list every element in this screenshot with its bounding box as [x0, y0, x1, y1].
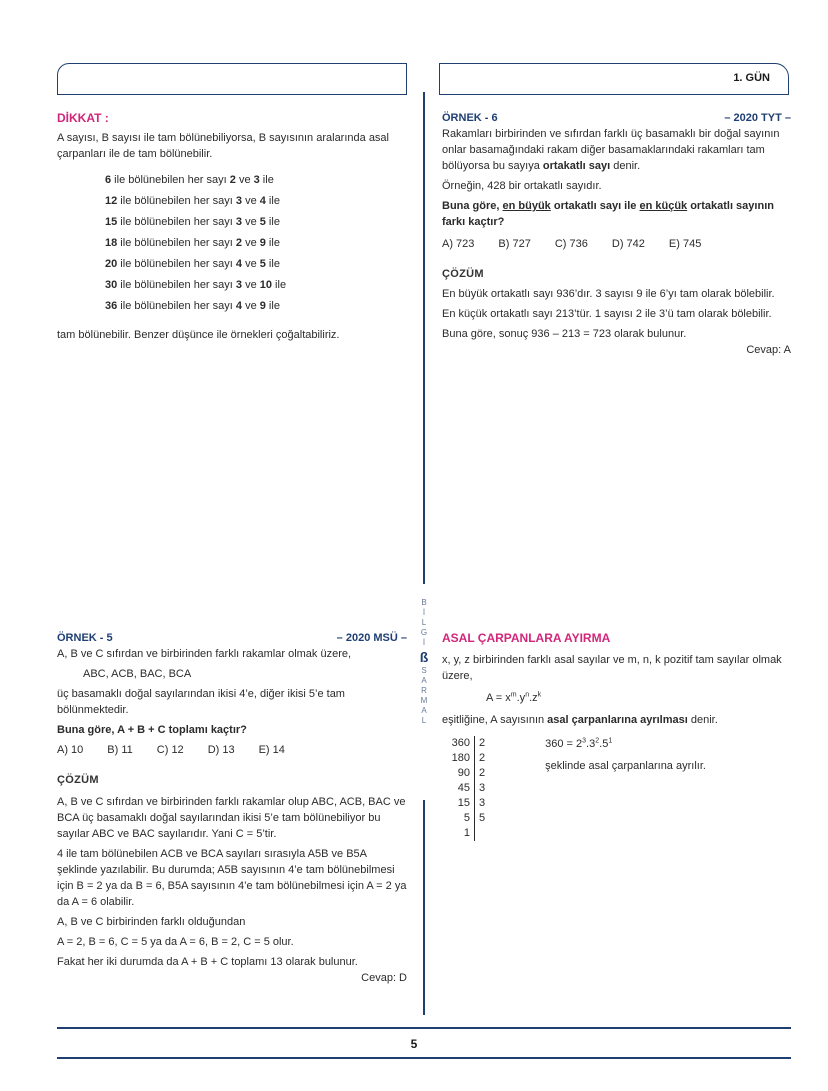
rule-list: [105, 170, 407, 317]
asal-result: $360 = 2^3.3^2.5^1$: [545, 737, 613, 750]
ornek6-solution-2: En küçük ortakatlı sayı 213’tür. 1 sayısı 2 ile 3’ü tam olarak bölebilir.: [442, 308, 772, 320]
option-b: B) 727: [498, 238, 531, 250]
ornek6-paragraph-2: Örneğin, 428 bir ortakatlı sayıdır.: [442, 180, 602, 192]
asal-result-text: şeklinde asal çarpanlarına ayrılır.: [545, 760, 706, 772]
rule-item: 20 ile bölünebilen her sayı 4 ve 5 ile: [105, 258, 280, 270]
footer-rule-bottom: [57, 1057, 791, 1059]
option-b: B) 11: [107, 744, 133, 756]
ornek5-answer: Cevap: D: [361, 972, 407, 984]
ornek5-cozum-title: ÇÖZÜM: [57, 774, 99, 786]
ornek5-numbers: ABC, ACB, BAC, BCA: [83, 668, 192, 680]
day-label: 1. GÜN: [733, 72, 770, 84]
asal-paragraph-1: x, y, z birbirinden farklı asal sayılar ve m, n, k pozitif tam sayılar olmak üzere,: [442, 654, 782, 682]
rule-item: 30 ile bölünebilen her sayı 3 ve 10 ile: [105, 279, 287, 291]
ornek6-options: [442, 236, 791, 252]
ornek5-paragraph-1: A, B ve C sıfırdan ve birbirinden farklı rakamlar olmak üzere,: [57, 648, 352, 660]
ornek6-section: [442, 110, 791, 358]
asal-section: [442, 630, 791, 841]
asal-title: ASAL ÇARPANLARA AYIRMA: [442, 631, 611, 645]
center-divider-bottom: [423, 800, 425, 1015]
dikkat-section: [57, 110, 407, 343]
option-c: C) 736: [554, 238, 588, 250]
rule-item: 18 ile bölünebilen her sayı 2 ve 9 ile: [105, 237, 280, 249]
ornek5-section: [57, 630, 407, 986]
asal-paragraph-2: eşitliğine, A sayısının asal çarpanlarına ayrılması denir.: [442, 714, 718, 726]
dikkat-title: DİKKAT :: [57, 111, 109, 125]
ornek6-solution-3: Buna göre, sonuç 936 – 213 = 723 olarak bulunur.: [442, 328, 687, 340]
ornek6-solution-1: En büyük ortakatlı sayı 936’dır. 3 sayısı 9 ile 6’yı tam olarak bölebilir.: [442, 288, 775, 300]
ornek6-answer: Cevap: A: [746, 344, 791, 356]
footer-rule-top: [57, 1027, 791, 1029]
ornek5-solution-2: 4 ile tam bölünebilen ACB ve BCA sayıları sırasıyla A5B ve B5A şeklinde yazılabilir. Bu durumda; A5B sayısının 4’e tam bölünebilmesi için B = 2 ya da B = 6, B5A sayısının 4’e tam bölünebilmesi için A = 2 ya da A = 6 olabilir.: [57, 848, 407, 908]
center-divider-top: [423, 92, 425, 584]
option-c: C) 12: [156, 744, 184, 756]
ornek5-solution-4: A = 2, B = 6, C = 5 ya da A = 6, B = 2, C = 5 olur.: [57, 936, 294, 948]
ornek6-paragraph-1: Rakamları birbirinden ve sıfırdan farklı üç basamaklı bir doğal sayının onlar basamağındaki rakam diğer basamaklarındaki rakamları tam bölüyorsa bu sayıya ortakatlı sayı denir.: [442, 128, 780, 172]
rule-item: 6 ile bölünebilen her sayı 2 ve 3 ile: [105, 174, 274, 186]
brand-logo-icon: ß: [419, 649, 429, 665]
dikkat-outro: tam bölünebilir. Benzer düşünce ile örnekleri çoğaltabiliriz.: [57, 329, 340, 341]
ornek6-title: ÖRNEK - 6: [442, 112, 498, 124]
rule-item: 36 ile bölünebilen her sayı 4 ve 9 ile: [105, 300, 280, 312]
page-number: 5: [410, 1037, 418, 1051]
ornek5-question: Buna göre, A + B + C toplamı kaçtır?: [57, 724, 247, 736]
ornek5-source: – 2020 MSÜ –: [336, 632, 407, 644]
header-left-box: [57, 63, 407, 95]
option-a: A) 10: [57, 744, 84, 756]
option-a: A) 723: [442, 238, 475, 250]
ornek5-title: ÖRNEK - 5: [57, 632, 113, 644]
option-e: E) 14: [258, 744, 285, 756]
spine-brand: B İ L G İ ß S A R M A L: [419, 598, 429, 725]
ornek6-question: Buna göre, en büyük ortakatlı sayı ile en küçük ortakatlı sayının farkı kaçtır?: [442, 200, 774, 228]
ornek5-solution-5: Fakat her iki durumda da A + B + C toplamı 13 olarak bulunur.: [57, 956, 358, 968]
option-e: E) 745: [668, 238, 702, 250]
option-d: D) 13: [207, 744, 235, 756]
ornek5-options: [57, 742, 407, 758]
ornek5-solution-3: A, B ve C birbirinden farklı olduğundan: [57, 916, 246, 928]
ornek6-source: – 2020 TYT –: [724, 112, 791, 124]
rule-item: 15 ile bölünebilen her sayı 3 ve 5 ile: [105, 216, 280, 228]
asal-formula: $A = x^m.y^n.z^k$: [486, 691, 542, 704]
ornek5-solution-1: A, B ve C sıfırdan ve birbirinden farklı rakamlar olup ABC, ACB, BAC ve BCA üç basamaklı doğal sayılarından ikisi 5’e tam bölünebiliyor bu sayılar ABC ve BAC sayılarıdır. Yani C = 5’tir.: [57, 796, 406, 840]
option-d: D) 742: [611, 238, 645, 250]
ornek5-paragraph-2: üç basamaklı doğal sayılarından ikisi 4’e, diğer ikisi 5’e tam bölünmektedir.: [57, 688, 345, 716]
ornek6-cozum-title: ÇÖZÜM: [442, 268, 484, 280]
dikkat-intro: A sayısı, B sayısı ile tam bölünebiliyorsa, B sayısının aralarında asal çarpanları ile de tam bölünebilir.: [57, 132, 389, 160]
header-right-box: [439, 63, 789, 95]
division-table: 360 2 180 2 90 2 45 3 15 3 5 5 1: [442, 736, 485, 841]
rule-item: 12 ile bölünebilen her sayı 3 ve 4 ile: [105, 195, 280, 207]
